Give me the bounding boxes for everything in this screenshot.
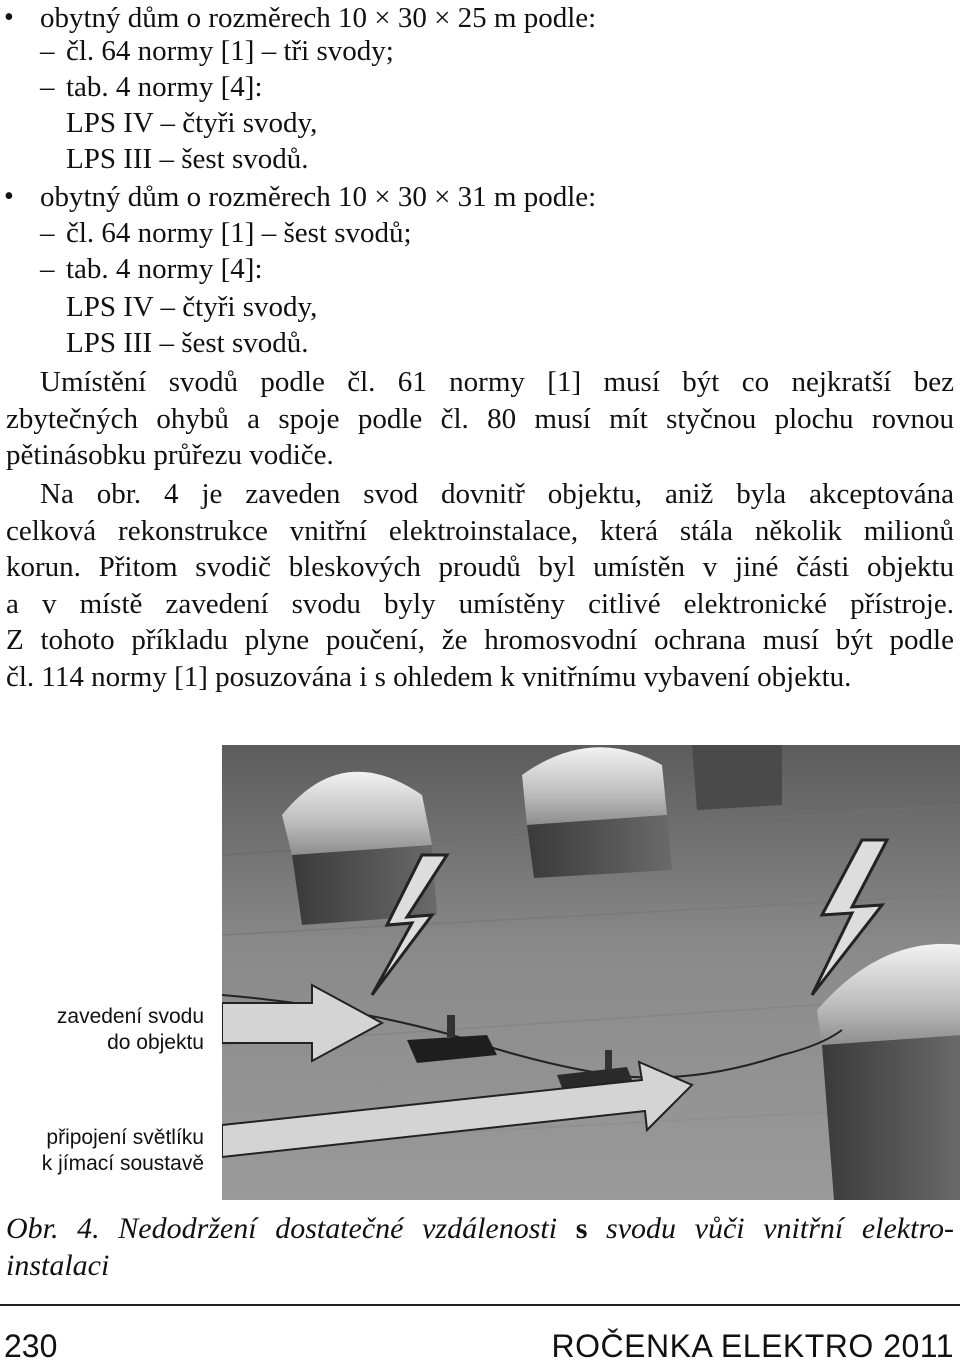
caption-text: svodu vůči vnitřní elektro-: [587, 1212, 954, 1245]
callout-line: zavedení svodu: [56, 1005, 204, 1028]
rooftop-photo-drawing: [222, 745, 960, 1200]
paragraph-obr4: [6, 476, 954, 696]
list-subitem: tab. 4 normy [4]:: [66, 71, 263, 103]
footer-divider: [0, 1304, 960, 1306]
paragraph-line: čl. 114 normy [1] posuzována i s ohledem k vnitřnímu vybavení objektu.: [6, 660, 852, 693]
paragraph-line: korun. Přitom svodič bleskových proudů byl umístěn v jiné části objektu: [6, 551, 954, 584]
figure-caption: [6, 1210, 954, 1284]
list-subitem: čl. 64 normy [1] – šest svodů;: [66, 217, 412, 249]
bullet-marker: •: [4, 181, 14, 212]
caption-line: [6, 1210, 954, 1247]
callout-line: k jímací soustavě: [41, 1152, 204, 1175]
paragraph-line: Umístění svodů podle čl. 61 normy [1] musí být co nejkratší bez: [40, 366, 954, 398]
callout-line: připojení světlíku: [46, 1126, 204, 1149]
caption-symbol-s: s: [575, 1212, 588, 1245]
list-subitem: tab. 4 normy [4]:: [66, 253, 263, 285]
bullet-marker: •: [4, 2, 14, 33]
callout-svetlik: [10, 1125, 204, 1177]
list-item-text: obytný dům o rozměrech 10 × 30 × 25 m podle:: [40, 2, 597, 34]
paragraph-line: Na obr. 4 je zaveden svod dovnitř objektu, aniž byla akceptována: [40, 478, 954, 510]
dash-marker: –: [40, 217, 55, 249]
dash-marker: –: [40, 71, 55, 103]
dash-marker: –: [40, 35, 55, 67]
paragraph-line: Z tohoto příkladu plyne poučení, že hromosvodní ochrana musí být podle: [6, 624, 954, 657]
page-number: 230: [4, 1328, 58, 1364]
list-subitem: čl. 64 normy [1] – tři svody;: [66, 35, 394, 67]
list-subitem: LPS IV – čtyři svody,: [66, 107, 318, 139]
paragraph-line: zbytečných ohybů a spoje podle čl. 80 musí mít styčnou plochu rovnou: [6, 402, 954, 435]
paragraph-line: a v místě zavedení svodu byly umístěny citlivé elektronické přístroje.: [6, 587, 954, 620]
list-subitem: LPS III – šest svodů.: [66, 327, 309, 359]
dash-marker: –: [40, 253, 55, 285]
list-subitem: LPS III – šest svodů.: [66, 143, 309, 175]
paragraph-line: celková rekonstrukce vnitřní elektroinstalace, která stála několik milionů: [6, 514, 954, 547]
caption-line: instalaci: [6, 1249, 110, 1282]
rooftop-photo: [222, 745, 960, 1200]
paragraph-line: pětinásobku průřezu vodiče.: [6, 439, 334, 472]
callout-line: do objektu: [107, 1031, 204, 1054]
callout-svod: [20, 1004, 204, 1056]
list-subitem: LPS IV – čtyři svody,: [66, 291, 318, 323]
caption-text: Obr. 4. Nedodržení dostatečné vzdálenosti: [6, 1212, 576, 1245]
list-item-text: obytný dům o rozměrech 10 × 30 × 31 m podle:: [40, 181, 597, 213]
paragraph-svody: [6, 364, 954, 474]
publication-title: ROČENKA ELEKTRO 2011: [551, 1328, 954, 1364]
